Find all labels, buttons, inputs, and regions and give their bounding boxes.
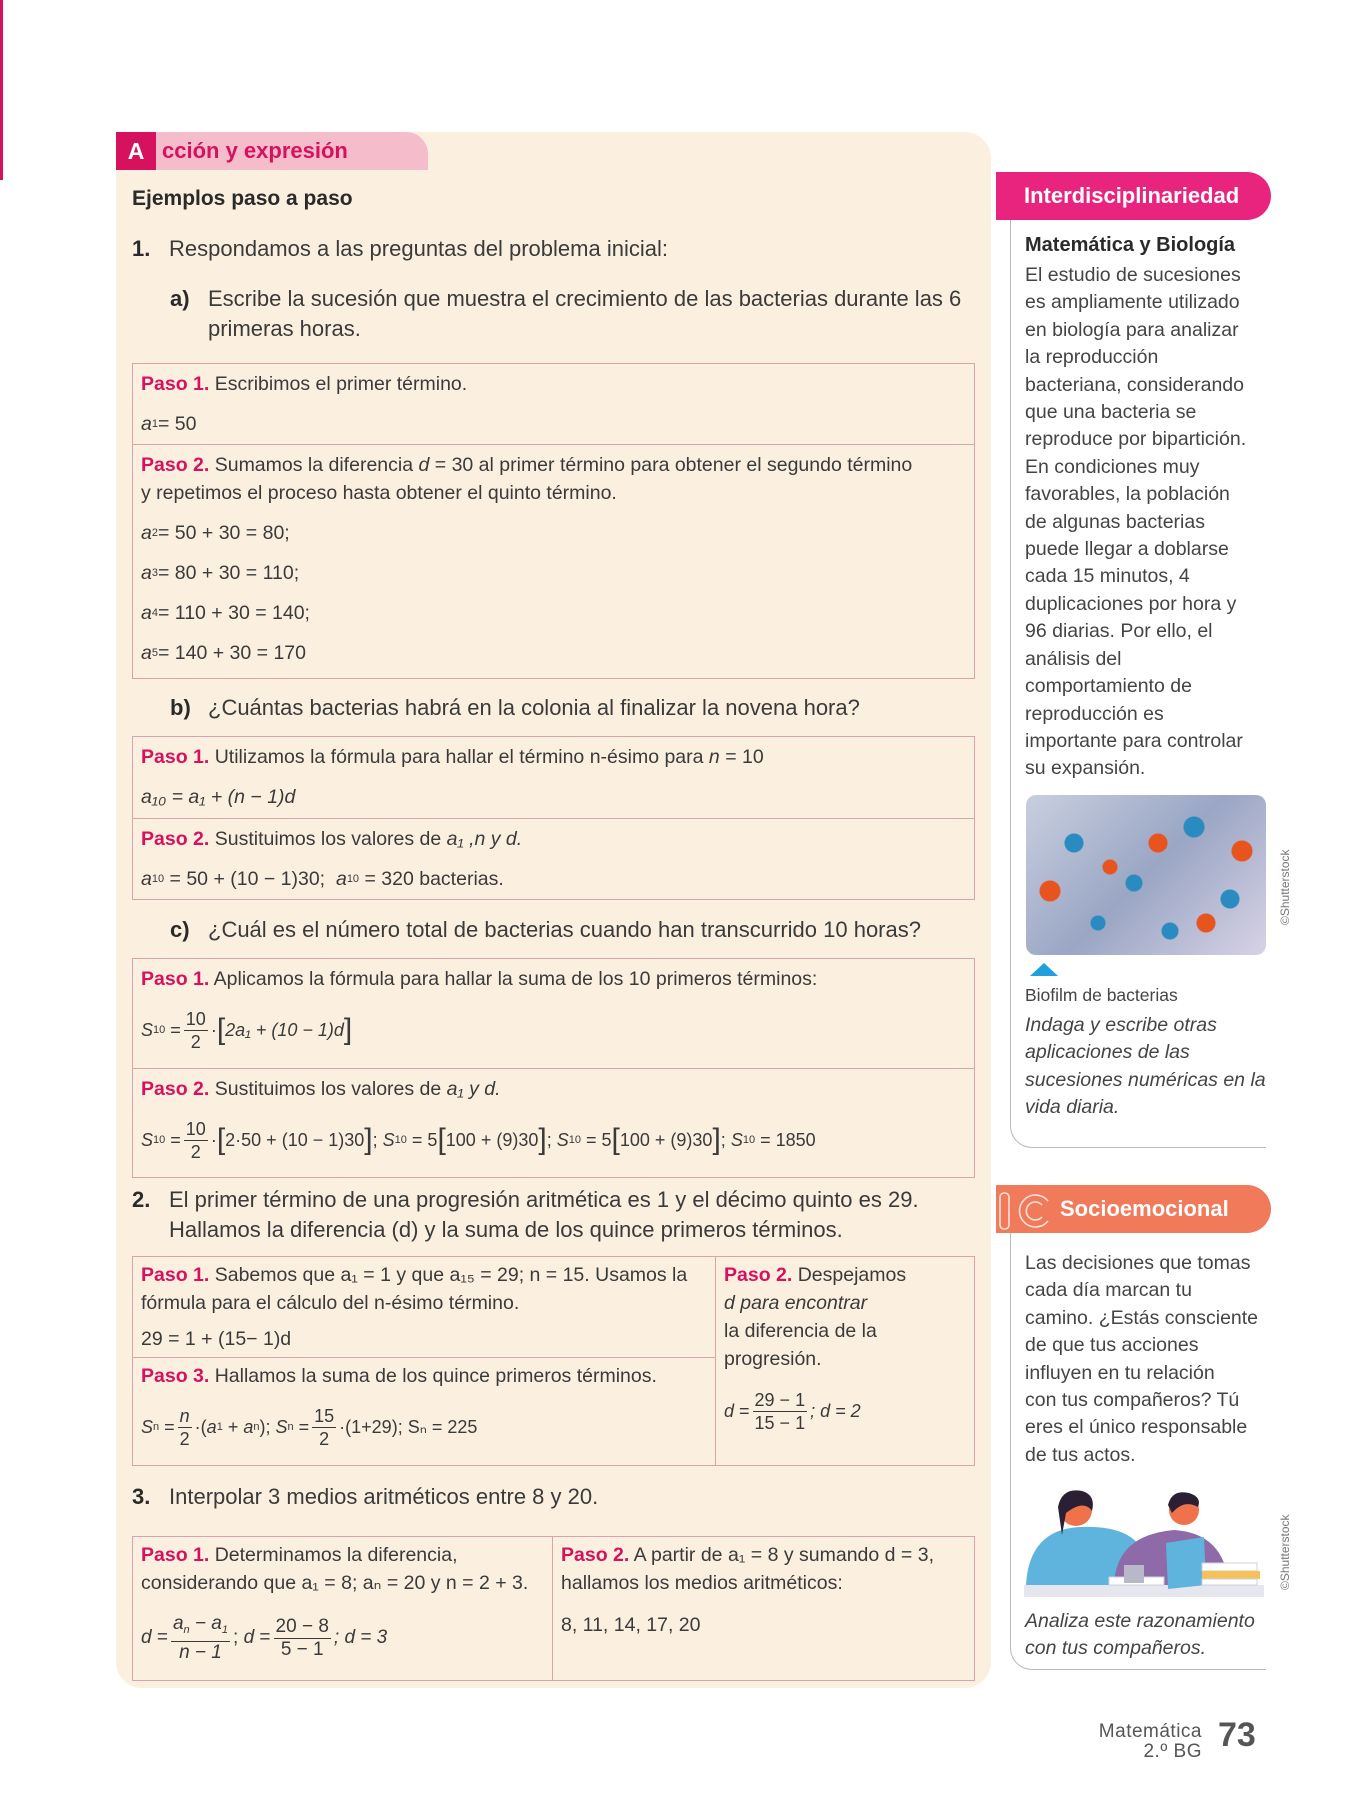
step-text: Sumamos la diferencia <box>209 454 419 476</box>
examples-heading: Ejemplos paso a paso <box>132 187 353 210</box>
variables: a₁ ,n y d. <box>446 828 523 850</box>
sum-formula: S 10 = $\frac{10}{2}$ · [ 2a₁ + (10 − 1)d ] <box>141 1008 353 1052</box>
equation: = 50 + (10 − 1)30; <box>169 867 326 890</box>
text-line: 96 diarias. Por ello, el <box>1025 620 1213 643</box>
question-3 <box>132 1482 598 1512</box>
card-body <box>1025 262 1270 783</box>
denominator: 15 − 1 <box>754 1412 806 1433</box>
question-1a <box>170 284 990 344</box>
text-line: cada día marcan tu <box>1025 1279 1192 1302</box>
text-line: análisis del <box>1025 647 1122 670</box>
text-line: favorables, la población <box>1025 483 1230 506</box>
item-label: c) <box>170 917 190 942</box>
step-label: Paso 1. <box>141 968 210 990</box>
numerator: 10 <box>185 1008 206 1029</box>
section-initial: A <box>116 132 156 170</box>
text-line: la reproducción <box>1025 346 1159 369</box>
q3-steps-box <box>132 1536 975 1681</box>
text-line: En condiciones muy <box>1025 455 1200 478</box>
step-label: Paso 2. <box>561 1544 630 1566</box>
text-line: sucesiones numéricas en la <box>1025 1068 1266 1091</box>
step-row <box>133 1357 715 1465</box>
text-line: reproducción es <box>1025 702 1164 725</box>
image-credit: ©Shutterstock <box>1278 849 1292 925</box>
step-text: hallamos los medios aritméticos: <box>561 1572 843 1594</box>
q3-left-column <box>133 1537 553 1680</box>
q3-right-column <box>553 1537 974 1680</box>
term-equation: = 140 + 30 = 170 <box>157 641 306 664</box>
formula: 2a₁ + (10 − 1)d <box>225 1019 344 1040</box>
step-text: Despejamos <box>792 1264 907 1286</box>
sequence-result: 8, 11, 14, 17, 20 <box>561 1614 701 1636</box>
q2-steps-box <box>132 1256 975 1466</box>
question-2 <box>132 1185 992 1245</box>
socioemotional-header <box>996 1185 1271 1233</box>
step-text: y repetimos el proceso hasta obtener el quinto término. <box>141 482 617 504</box>
difference-formula: d = $\frac{a_n - a_1}{n - 1}$ ; d = $\frac{20 - 8}{5 - 1}$ ; d = 3 <box>141 1612 388 1663</box>
text-line: de tus actos. <box>1025 1443 1136 1466</box>
step-label: Paso 2. <box>141 454 210 476</box>
question-text: Respondamos a las preguntas del problema inicial: <box>169 236 668 261</box>
question-1 <box>132 234 668 264</box>
step-text: la diferencia de la <box>724 1320 877 1342</box>
grade-level: 2.º BG <box>1143 1741 1202 1762</box>
text-line: importante para controlar <box>1025 729 1243 752</box>
formula: a₁₀ = a₁ + (n − 1)d <box>141 785 296 808</box>
q2-right-column <box>716 1257 974 1465</box>
step-text: considerando que a₁ = 8; aₙ = 20 y n = 2 + 3. <box>141 1572 529 1594</box>
step-text: A partir de a₁ = 8 y sumando d = 3, <box>629 1544 934 1566</box>
step-text: Utilizamos la fórmula para hallar el término n-ésimo para <box>209 746 709 768</box>
question-number: 2. <box>132 1187 151 1212</box>
q2-left-column <box>133 1257 716 1465</box>
step-label: Paso 1. <box>141 746 210 768</box>
item-text: ¿Cuántas bacterias habrá en la colonia al finalizar la novena hora? <box>208 695 860 720</box>
step-label: Paso 2. <box>141 1078 210 1100</box>
result: ; d = 3 <box>333 1627 388 1648</box>
text-line: es ampliamente utilizado <box>1025 291 1240 314</box>
result: = 1850 <box>760 1129 816 1150</box>
text-line: Las decisiones que tomas <box>1025 1252 1251 1274</box>
term-equation: = 80 + 30 = 110; <box>157 561 300 584</box>
page-number: 73 <box>1218 1716 1256 1754</box>
reflection-task <box>1025 1608 1255 1663</box>
step-label: Paso 2. <box>141 828 210 850</box>
section-header <box>116 132 428 170</box>
interdisciplinary-header <box>996 172 1271 220</box>
students-illustration <box>1024 1485 1264 1600</box>
text-line: camino. ¿Estás consciente <box>1025 1306 1259 1329</box>
step-text: = 30 al primer término para obtener el segundo término <box>429 454 913 476</box>
equation: = 50 <box>157 412 197 435</box>
text-line: con tus compañeros. <box>1025 1637 1207 1660</box>
difference-formula: d = $\frac{29 - 1}{15 - 1}$ ; d = 2 <box>724 1389 861 1433</box>
q1a-steps-box <box>132 363 975 679</box>
variables: a₁ y d. <box>446 1078 501 1100</box>
image-caption: Biofilm de bacterias <box>1025 985 1178 1005</box>
socioemotional-card <box>1010 1233 1266 1670</box>
expression: 100 + (9)30 <box>445 1129 539 1150</box>
denominator: 2 <box>190 1031 201 1052</box>
image-credit: ©Shutterstock <box>1278 1514 1292 1590</box>
bacteria-biofilm-image <box>1026 795 1266 955</box>
step-row: Paso 1. Escribimos el primer término. a 1 = 50 <box>141 373 468 435</box>
text-line: aplicaciones de las <box>1025 1041 1190 1064</box>
question-text-cont: Hallamos la diferencia (d) y la suma de los quince primeros términos. <box>169 1217 843 1242</box>
item-text-cont: primeras horas. <box>208 316 361 341</box>
expression: = 5 <box>586 1129 612 1150</box>
expression: 100 + (9)30 <box>619 1129 713 1150</box>
subject-name: Matemática <box>1098 1721 1202 1742</box>
caption-pointer-icon <box>1030 963 1058 976</box>
item-text: ¿Cuál es el número total de bacterias cuando han transcurrido 10 horas? <box>208 917 921 942</box>
research-task <box>1025 1012 1266 1122</box>
ic-logo-icon <box>998 1191 1054 1231</box>
step-text: Determinamos la diferencia, <box>209 1544 458 1566</box>
expression: = 5 <box>411 1129 438 1150</box>
numerator: 10 <box>185 1118 206 1139</box>
text-line: vida diaria. <box>1025 1096 1120 1119</box>
equation: 29 = 1 + (15− 1)d <box>141 1327 292 1350</box>
page-edge-accent <box>0 0 3 180</box>
denominator: 2 <box>190 1141 201 1162</box>
text-line: reproduce por bipartición. <box>1025 428 1247 451</box>
term-equation: = 50 + 30 = 80; <box>157 521 290 544</box>
text-line: en biología para analizar <box>1025 318 1239 341</box>
step-text: fórmula para el cálculo del n-ésimo término. <box>141 1292 520 1314</box>
q1b-steps-box <box>132 736 975 900</box>
text-line: cada 15 minutos, 4 <box>1025 565 1190 588</box>
text-line: con tus compañeros? Tú <box>1025 1389 1240 1412</box>
step-text: Escribimos el primer término. <box>209 373 468 395</box>
step-row <box>133 959 974 1068</box>
text-line: El estudio de sucesiones <box>1025 264 1241 286</box>
header-label: Interdisciplinariedad <box>1024 183 1240 208</box>
variable: n <box>708 746 720 768</box>
term-equation: = 110 + 30 = 140; <box>157 601 310 624</box>
step-label: Paso 1. <box>141 373 210 395</box>
question-number: 3. <box>132 1484 151 1509</box>
step-text: Hallamos la suma de los quince primeros términos. <box>209 1365 657 1387</box>
step-text: Sustituimos los valores de <box>209 828 447 850</box>
text-line: de algunas bacterias <box>1025 510 1205 533</box>
step-row: Paso 2. Sustituimos los valores de a₁ ,n y d. a 10 = 50 + (10 − 1)30; a 10 = 320 bacterias. <box>133 818 974 898</box>
question-1c <box>170 915 921 945</box>
text-line: Indaga y escribe otras <box>1025 1014 1217 1036</box>
expression: 2·50 + (10 − 1)30 <box>225 1129 365 1150</box>
step-text: progresión. <box>724 1348 822 1370</box>
result: ; d = 2 <box>810 1400 861 1421</box>
step-label: Paso 3. <box>141 1365 210 1387</box>
text-line: duplicaciones por hora y <box>1025 592 1237 615</box>
question-text: El primer término de una progresión aritmética es 1 y el décimo quinto es 29. <box>169 1187 919 1212</box>
item-label: b) <box>170 695 191 720</box>
step-text: = 10 <box>719 746 764 768</box>
question-number: 1. <box>132 236 151 261</box>
header-label: Socioemocional <box>1060 1196 1229 1221</box>
step-text: d para encontrar <box>724 1292 868 1314</box>
text-line: que una bacteria se <box>1025 401 1197 424</box>
text-line: su expansión. <box>1025 757 1146 780</box>
footer-subject <box>1099 1722 1202 1762</box>
item-text: Escribe la sucesión que muestra el crecimiento de las bacterias durante las 6 <box>208 286 962 311</box>
step-label: Paso 1. <box>141 1544 210 1566</box>
q1c-steps-box <box>132 958 975 1178</box>
text-line: puede llegar a doblarse <box>1025 538 1229 561</box>
numerator: 29 − 1 <box>754 1389 806 1410</box>
text-line: bacteriana, considerando <box>1025 373 1244 396</box>
text-line: Analiza este razonamiento <box>1025 1610 1255 1632</box>
item-label: a) <box>170 286 190 311</box>
step-row <box>133 737 974 818</box>
step-text: Sustituimos los valores de <box>209 1078 447 1100</box>
text-line: comportamiento de <box>1025 675 1192 698</box>
step-label: Paso 2. <box>724 1264 793 1286</box>
sum-calculation: S 10 = $\frac{10}{2}$ · [ 2·50 + (10 − 1)30 ] ; S 10 = 5 [ 100 + (9)30 ] ; S 10 = 5 [ 100 + (9)30 ] ; S 10 = 1850 <box>141 1118 816 1162</box>
step-row <box>133 1068 974 1176</box>
step-row: Paso 2. Sumamos la diferencia d = 30 al primer término para obtener el segundo término y repetimos el proceso hasta obtener el quinto término. a 2 = 50 + 30 = 80; a 3 = 80 + 30 = 110; a 4 = 110 + 30 = 140; a 5 = 140 + 30 = 170 <box>133 444 974 678</box>
step-label: Paso 1. <box>141 1264 210 1286</box>
step-text: Aplicamos la fórmula para hallar la suma de los 10 primeros términos: <box>209 968 818 990</box>
section-title: cción y expresión <box>162 138 348 163</box>
card-body <box>1025 1250 1258 1469</box>
text-line: eres el único responsable <box>1025 1416 1248 1439</box>
text-line: de que tus acciones <box>1025 1334 1199 1357</box>
step-row <box>133 1257 715 1357</box>
step-text: Sabemos que a₁ = 1 y que a₁₅ = 29; n = 15. Usamos la <box>209 1264 688 1286</box>
question-text: Interpolar 3 medios aritméticos entre 8 y 20. <box>169 1484 599 1509</box>
text-line: influyen en tu relación <box>1025 1361 1215 1384</box>
sum-formula: S n = $\frac{n}{2}$ ·( a 1 + a n ); S n = $\frac{15}{2}$ ·(1+29) ; Sₙ = 225 <box>141 1405 478 1449</box>
result: = 320 bacterias. <box>364 867 504 890</box>
result: ; Sₙ = 225 <box>397 1416 478 1437</box>
card-title: Matemática y Biología <box>1025 234 1236 256</box>
question-1b <box>170 693 860 723</box>
